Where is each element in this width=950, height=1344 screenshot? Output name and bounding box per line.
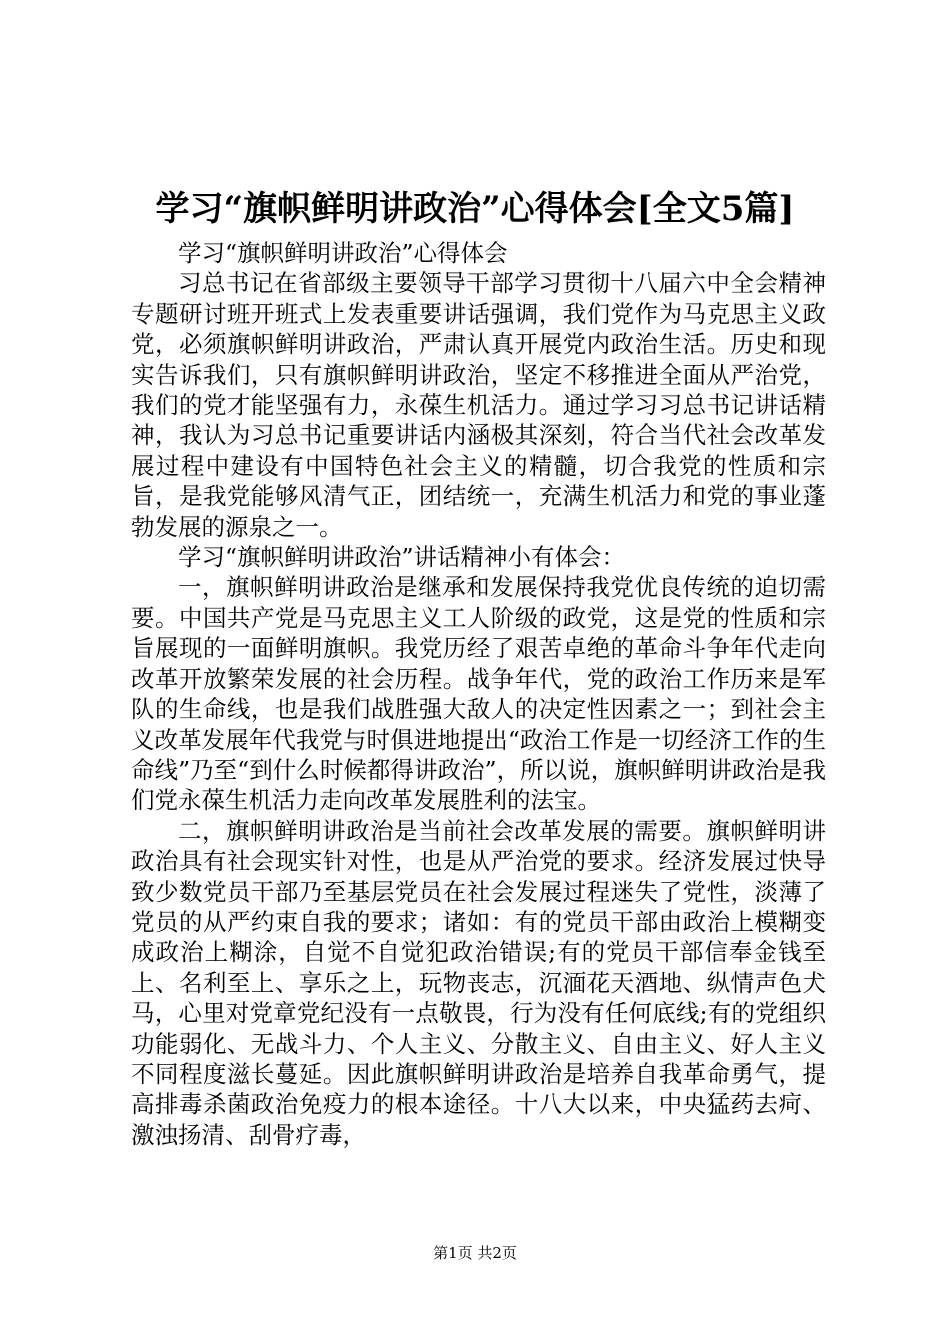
paragraph-subtitle: 学习“旗帜鲜明讲政治”心得体会: [178, 239, 508, 267]
document-body: [131, 238, 826, 1150]
paragraph-intro: 习总书记在省部级主要领导干部学习贯彻十八届六中全会精神专题研讨班开班式上发表重要讲话强调，我们党作为马克思主义政党，必须旗帜鲜明讲政治，严肃认真开展党内政治生活。历史和现实告诉我们，只有旗帜鲜明讲政治，坚定不移推进全面从严治党，我们的党才能坚强有力，永葆生机活力。通过学习习总书记讲话精神，我认为习总书记重要讲话内涵极其深刻，符合当代社会改革发展过程中建设有中国特色社会主义的精髓，切合我党的性质和宗旨，是我党能够风清气正，团结统一，充满生机活力和党的事业蓬勃发展的源泉之一。: [131, 269, 826, 541]
paragraph-point-one: 一，旗帜鲜明讲政治是继承和发展保持我党优良传统的迫切需要。中国共产党是马克思主义工人阶级的政党，这是党的性质和宗旨展现的一面鲜明旗帜。我党历经了艰苦卓绝的革命斗争年代走向改革开放繁荣发展的社会历程。战争年代，党的政治工作历来是军队的生命线，也是我们战胜强大敌人的决定性因素之一；到社会主义改革发展年代我党与时俱进地提出“政治工作是一切经济工作的生命线”乃至“到什么时候都得讲政治”，所以说，旗帜鲜明讲政治是我们党永葆生机活力走向改革发展胜利的法宝。: [131, 573, 826, 815]
paragraph-point-two: 二，旗帜鲜明讲政治是当前社会改革发展的需要。旗帜鲜明讲政治具有社会现实针对性，也是从严治党的要求。经济发展过快导致少数党员干部乃至基层党员在社会发展过程迷失了党性，淡薄了党员的从严约束自我的要求；诸如：有的党员干部由政治上模糊变成政治上糊涂，自觉不自觉犯政治错误;有的党员干部信奉金钱至上、名利至上、享乐之上，玩物丧志，沉湎花天酒地、纵情声色犬马，心里对党章党纪没有一点敬畏，行为没有任何底线;有的党组织功能弱化、无战斗力、个人主义、分散主义、自由主义、好人主义不同程度滋长蔓延。因此旗帜鲜明讲政治是培养自我革命勇气，提高排毒杀菌政治免疫力的根本途径。十八大以来，中央猛药去疴、激浊扬清、刮骨疗毒，: [131, 816, 826, 1149]
page-number-footer: 第1页 共2页: [433, 1244, 517, 1262]
document-title: 学习“旗帜鲜明讲政治”心得体会[全文5篇]: [155, 189, 795, 229]
paragraph-heading: 学习“旗帜鲜明讲政治”讲话精神小有体会：: [178, 543, 626, 572]
